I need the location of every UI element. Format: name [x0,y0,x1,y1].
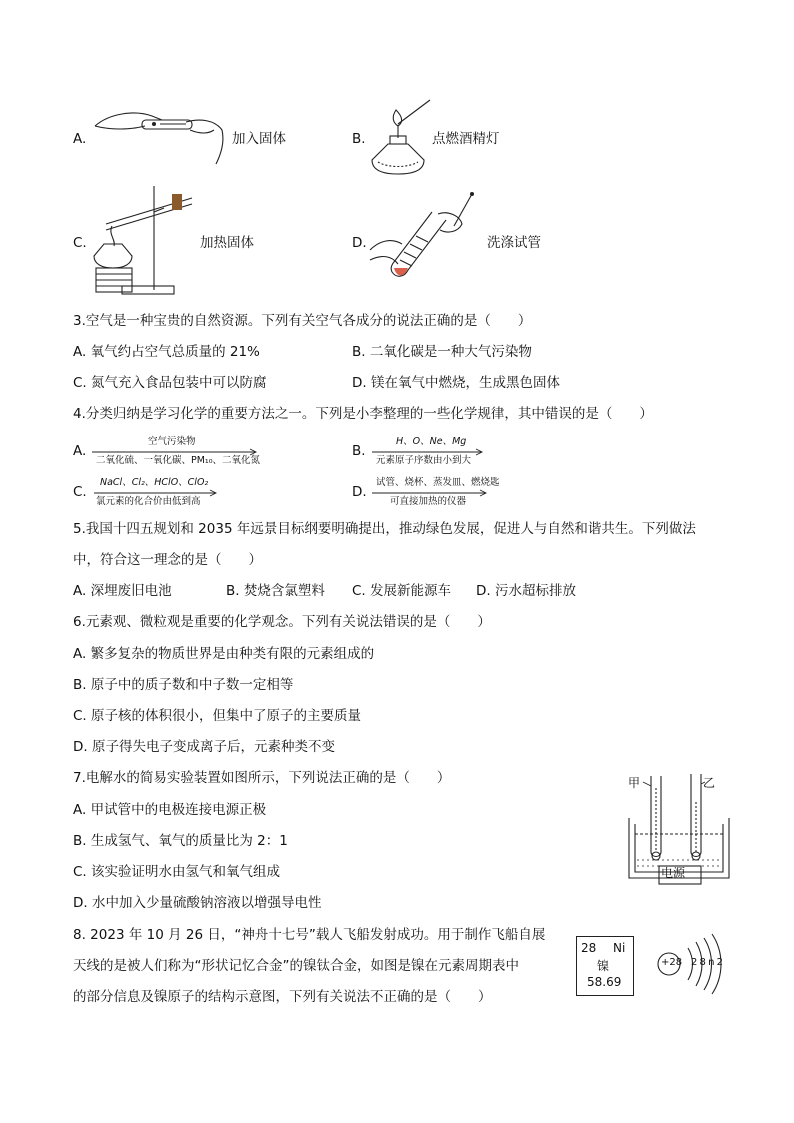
q8-stem-line2: 天线的是被人们称为“形状记忆合金”的镍钛合金，如图是镍在元素周期表中 [73,958,519,974]
q6-option-b: B. 原子中的质子数和中子数一定相等 [73,677,294,693]
q3-option-a: A. 氧气约占空气总质量的 21% [73,344,260,360]
q3-stem: 3.空气是一种宝贵的自然资源。下列有关空气各成分的说法正确的是（ ） [73,313,532,329]
atom-nucleus-label: +28 [661,957,683,968]
q4-option-a-bottom: 二氧化硫、一氧化碳、PM₁₀、二氧化氮 [96,455,261,466]
q2-option-c-letter: C. [73,235,87,251]
element-symbol: Ni [613,941,626,955]
q5-stem-line2: 中，符合这一理念的是（ ） [73,552,262,568]
q7-stem: 7.电解水的简易实验装置如图所示，下列说法正确的是（ ） [73,770,451,786]
q4-option-b-letter: B. [352,443,366,459]
q5-option-d: D. 污水超标排放 [476,583,576,599]
q4-option-b-top: H、O、Ne、Mg [396,436,467,447]
q4-option-b-bottom: 元素原子序数由小到大 [376,455,472,466]
q2-option-c-label: 加热固体 [200,235,254,251]
q4-option-d-top: 试管、烧杯、蒸发皿、燃烧匙 [376,477,500,488]
periodic-table-cell-nickel [576,936,634,996]
q3-option-b: B. 二氧化碳是一种大气污染物 [352,344,532,360]
q6-option-c: C. 原子核的体积很小，但集中了原子的主要质量 [73,708,362,724]
q5-option-b: B. 焚烧含氯塑料 [226,583,325,599]
q7-figure-label-jia: 甲 [628,776,641,790]
q4-option-c-top: NaCl、Cl₂、HClO、ClO₂ [100,477,209,488]
q4-stem: 4.分类归纳是学习化学的重要方法之一。下列是小李整理的一些化学规律，其中错误的是（ ） [73,406,653,422]
q4-option-d-letter: D. [352,484,367,500]
q7-option-b: B. 生成氢气、氧气的质量比为 2：1 [73,833,288,849]
element-name: 镍 [597,959,610,973]
q7-option-c: C. 该实验证明水由氢气和氧气组成 [73,864,281,880]
q2-option-a-letter: A. [73,131,87,147]
element-atomic-mass: 58.69 [587,975,622,989]
q2-option-b-letter: B. [352,131,366,147]
q6-option-d: D. 原子得失电子变成离子后，元素种类不变 [73,739,335,755]
q7-figure-label-yi: 乙 [703,776,716,790]
heating-solid-illustration [92,182,196,300]
q2-option-d-label: 洗涤试管 [487,235,541,251]
element-atomic-number: 28 [581,941,597,955]
q3-option-c: C. 氮气充入食品包装中可以防腐 [73,375,267,391]
q5-option-c: C. 发展新能源车 [352,583,452,599]
add-solid-illustration [90,108,230,168]
q8-stem-line3: 的部分信息及镍原子的结构示意图，下列有关说法不正确的是（ ） [73,989,492,1005]
q6-stem: 6.元素观、微粒观是重要的化学观念。下列有关说法错误的是（ ） [73,614,491,630]
q4-option-c-letter: C. [73,484,87,500]
q2-option-b-label: 点燃酒精灯 [432,131,500,147]
q5-stem-line1: 5.我国十四五规划和 2035 年远景目标纲要明确提出，推动绿色发展，促进人与自然和谐共生。下列做法 [73,521,696,537]
q5-option-a: A. 深埋废旧电池 [73,583,172,599]
q7-option-d: D. 水中加入少量硫酸钠溶液以增强导电性 [73,895,322,911]
q4-option-a-top: 空气污染物 [148,436,196,447]
q4-option-a-letter: A. [73,443,87,459]
alcohol-lamp-illustration [368,96,438,178]
q2-option-a-label: 加入固体 [232,131,286,147]
q8-stem-line1: 8. 2023 年 10 月 26 日，“神舟十七号”载人飞船发射成功。用于制作飞船自展 [73,927,546,943]
q7-option-a: A. 甲试管中的电极连接电源正极 [73,802,267,818]
q4-option-c-bottom: 氯元素的化合价由低到高 [96,496,201,507]
q7-figure-label-power: 电源 [661,866,686,880]
q4-option-d-bottom: 可直接加热的仪器 [390,496,467,507]
washing-test-tube-illustration [368,190,486,290]
q3-option-d: D. 镁在氧气中燃烧，生成黑色固体 [352,375,560,391]
atom-shell-electrons: 2 8 n 2 [691,957,723,968]
q6-option-a: A. 繁多复杂的物质世界是由种类有限的元素组成的 [73,646,375,662]
q2-option-d-letter: D. [352,235,367,251]
